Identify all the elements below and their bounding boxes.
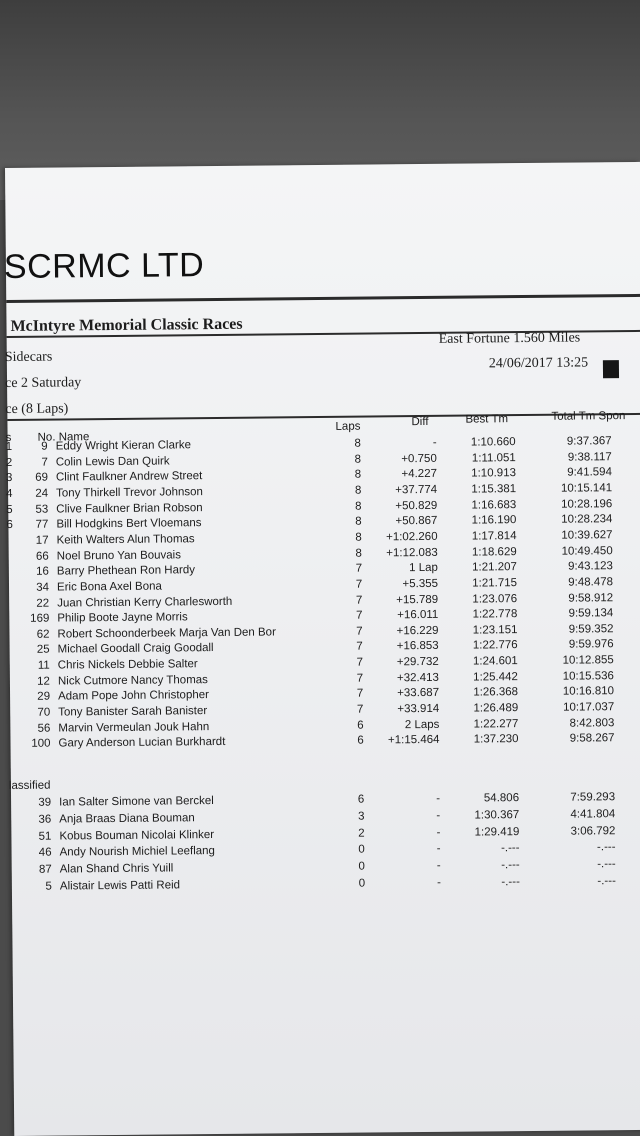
best-time-cell: 1:18.629 xyxy=(471,545,517,559)
name-cell: Eddy Wright Kieran Clarke xyxy=(55,439,192,453)
col-total: Total Tm Spon xyxy=(551,410,626,423)
laps-cell: 7 xyxy=(356,703,364,716)
diff-cell: +16.011 xyxy=(397,609,439,622)
number-cell: 5 xyxy=(45,880,52,893)
name-cell: Eric Bona Axel Bona xyxy=(56,580,162,594)
name-cell: Anja Braas Diana Bouman xyxy=(59,812,195,826)
best-time-cell: 1:23.076 xyxy=(472,592,518,606)
laps-cell: 6 xyxy=(357,734,364,747)
best-time-cell: 1:21.715 xyxy=(472,576,518,590)
diff-cell: +1:12.083 xyxy=(386,546,438,559)
total-time-cell: 10:12.855 xyxy=(562,654,614,667)
name-cell: Bill Hodgkins Bert Vloemans xyxy=(56,517,202,531)
total-time-cell: 10:16.810 xyxy=(562,685,615,699)
total-time-cell: 9:59.352 xyxy=(568,622,614,636)
laps-cell: 8 xyxy=(354,437,361,450)
number-cell: 39 xyxy=(38,796,52,809)
best-time-cell: 1:21.207 xyxy=(472,561,517,574)
total-time-cell: 9:59.976 xyxy=(568,638,614,652)
col-pos: s xyxy=(5,431,12,445)
laps-cell: 6 xyxy=(357,719,364,732)
diff-cell: +15.789 xyxy=(396,593,439,606)
diff-cell: - xyxy=(436,792,441,805)
name-cell: Michael Goodall Craig Goodall xyxy=(57,642,214,656)
name-cell: Nick Cutmore Nancy Thomas xyxy=(57,673,208,688)
corner-mark xyxy=(603,360,619,378)
name-cell: Kobus Bouman Nicolai Klinker xyxy=(59,828,215,843)
number-cell: 169 xyxy=(30,612,50,625)
name-cell: Alan Shand Chris Yuill xyxy=(59,862,174,876)
diff-cell: +37.774 xyxy=(395,483,438,497)
position-cell: 4 xyxy=(6,487,13,500)
total-time-cell: 8:42.803 xyxy=(569,716,615,730)
best-time-cell: 1:22.776 xyxy=(472,639,518,652)
header-rule-top xyxy=(6,294,640,303)
best-time-cell: 1:37.230 xyxy=(473,733,519,746)
number-cell: 17 xyxy=(35,534,49,547)
best-time-cell: 1:30.367 xyxy=(474,808,520,822)
position-cell: 6 xyxy=(6,519,13,532)
laps-cell: 8 xyxy=(354,453,362,466)
number-cell: 62 xyxy=(36,628,50,641)
laps-cell: 7 xyxy=(356,687,364,701)
number-cell: 11 xyxy=(37,659,50,672)
name-cell: Noel Bruno Yan Bouvais xyxy=(56,548,182,563)
number-cell: 51 xyxy=(38,830,52,843)
name-cell: Alistair Lewis Patti Reid xyxy=(59,879,181,893)
name-cell: Andy Nourish Michiel Leeflang xyxy=(59,845,215,859)
name-cell: Marvin Vermeulan Jouk Hahn xyxy=(58,720,210,735)
number-cell: 56 xyxy=(37,722,51,735)
diff-cell: +33.914 xyxy=(397,702,440,716)
total-time-cell: 10:39.627 xyxy=(561,529,613,542)
best-time-cell: 1:15.381 xyxy=(471,483,517,496)
best-time-cell: 1:11.051 xyxy=(471,451,516,465)
laps-cell: 8 xyxy=(354,484,362,497)
diff-cell: - xyxy=(436,826,441,839)
col-laps: Laps xyxy=(335,420,361,433)
total-time-cell: 9:48.478 xyxy=(568,576,614,589)
diff-cell: +16.229 xyxy=(396,624,439,638)
diff-cell: +0.750 xyxy=(401,452,437,465)
col-diff: Diff xyxy=(411,415,429,429)
total-time-cell: -.--- xyxy=(597,875,616,888)
laps-cell: 2 xyxy=(358,827,365,840)
name-cell: Tony Thirkell Trevor Johnson xyxy=(56,486,203,500)
results-sheet xyxy=(5,162,640,1136)
total-time-cell: -.--- xyxy=(596,841,616,854)
total-time-cell: 9:58.267 xyxy=(569,732,615,745)
laps-cell: 7 xyxy=(356,656,364,669)
diff-cell: 1 Lap xyxy=(409,562,438,575)
best-time-cell: 1:22.277 xyxy=(473,717,519,731)
name-cell: Ian Salter Simone van Berckel xyxy=(59,795,214,809)
number-cell: 77 xyxy=(35,518,49,531)
diff-cell: +29.732 xyxy=(396,655,439,669)
best-time-cell: 1:10.660 xyxy=(470,436,516,449)
diff-cell: - xyxy=(436,860,441,873)
total-time-cell: 9:43.123 xyxy=(568,560,613,573)
best-time-cell: 1:24.601 xyxy=(472,655,518,668)
total-time-cell: 10:49.450 xyxy=(561,544,613,558)
total-time-cell: -.--- xyxy=(597,858,616,871)
name-cell: Barry Phethean Ron Hardy xyxy=(56,564,196,578)
best-time-cell: 1:16.190 xyxy=(471,514,517,527)
name-cell: Robert Schoonderbeek Marja Van Den Bor xyxy=(57,626,276,641)
laps-cell: 7 xyxy=(356,609,363,622)
diff-cell: +50.867 xyxy=(395,515,438,528)
race-laps: ce (8 Laps) xyxy=(5,401,69,418)
number-cell: 9 xyxy=(41,440,48,453)
diff-cell: +1:02.260 xyxy=(386,530,438,544)
laps-cell: 6 xyxy=(357,793,365,806)
laps-cell: 7 xyxy=(356,625,363,638)
number-cell: 24 xyxy=(35,487,49,500)
name-cell: Colin Lewis Dan Quirk xyxy=(55,455,170,469)
laps-cell: 7 xyxy=(356,672,364,685)
number-cell: 53 xyxy=(35,503,49,516)
total-time-cell: 3:06.792 xyxy=(570,824,616,838)
number-cell: 7 xyxy=(41,456,48,469)
number-cell: 34 xyxy=(36,581,50,594)
best-time-cell: 1:25.442 xyxy=(473,670,518,684)
best-time-cell: 1:26.489 xyxy=(473,702,519,715)
best-time-cell: 1:26.368 xyxy=(473,686,519,699)
position-cell: 2 xyxy=(5,456,13,469)
number-cell: 69 xyxy=(35,471,49,485)
total-time-cell: 7:59.293 xyxy=(570,791,616,804)
laps-cell: 8 xyxy=(354,468,362,481)
name-cell: Gary Anderson Lucian Burkhardt xyxy=(58,736,226,750)
name-cell: Keith Walters Alun Thomas xyxy=(56,533,195,547)
name-cell: Juan Christian Kerry Charlesworth xyxy=(57,595,233,610)
laps-cell: 3 xyxy=(357,810,365,823)
laps-cell: 0 xyxy=(358,843,365,857)
laps-cell: 8 xyxy=(355,531,362,544)
laps-cell: 7 xyxy=(355,594,363,607)
best-time-cell: -.--- xyxy=(500,842,520,855)
diff-cell: 2 Laps xyxy=(404,718,440,731)
number-cell: 70 xyxy=(37,706,51,719)
best-time-cell: 1:22.778 xyxy=(472,608,518,621)
name-cell: Adam Pope John Christopher xyxy=(58,689,210,703)
best-time-cell: 1:16.683 xyxy=(471,498,517,512)
diff-cell: +50.829 xyxy=(395,499,438,512)
diff-cell: +16.853 xyxy=(396,640,439,653)
diff-cell: +5.355 xyxy=(402,577,439,591)
diff-cell: +1:15.464 xyxy=(387,734,440,747)
best-time-cell: -.--- xyxy=(501,859,520,872)
number-cell: 100 xyxy=(31,737,51,751)
total-time-cell: 9:59.134 xyxy=(568,607,614,620)
total-time-cell: 9:37.367 xyxy=(566,435,612,448)
diff-cell: - xyxy=(436,843,441,856)
table-rule xyxy=(7,413,640,421)
laps-cell: 0 xyxy=(358,877,366,890)
unclassified-label: lassified xyxy=(8,779,51,792)
diff-cell: - xyxy=(432,436,437,449)
diff-cell: +33.687 xyxy=(397,687,440,700)
best-time-cell: 54.806 xyxy=(483,792,520,805)
number-cell: 66 xyxy=(35,550,49,563)
total-time-cell: 10:17.037 xyxy=(562,701,615,714)
position-cell: 5 xyxy=(6,503,13,516)
diff-cell: +4.227 xyxy=(401,468,438,481)
total-time-cell: 10:15.141 xyxy=(560,482,613,495)
number-cell: 12 xyxy=(37,675,50,688)
race-name: ce 2 Saturday xyxy=(4,375,82,392)
name-cell: Philip Boote Jayne Morris xyxy=(57,611,188,625)
diff-cell: - xyxy=(436,876,441,889)
number-cell: 36 xyxy=(38,813,52,826)
col-best: Best Tm xyxy=(465,413,509,426)
class-name: Sidecars xyxy=(4,349,53,366)
laps-cell: 7 xyxy=(356,641,363,654)
total-time-cell: 9:41.594 xyxy=(567,466,613,479)
laps-cell: 7 xyxy=(355,562,363,575)
total-time-cell: 4:41.804 xyxy=(570,807,616,821)
number-cell: 16 xyxy=(36,565,49,578)
laps-cell: 8 xyxy=(355,547,362,560)
race-datetime: 24/06/2017 13:25 xyxy=(488,355,589,372)
event-title: McIntyre Memorial Classic Races xyxy=(10,315,243,335)
diff-cell: - xyxy=(436,809,441,822)
number-cell: 25 xyxy=(36,644,50,657)
total-time-cell: 10:28.234 xyxy=(561,513,613,526)
laps-cell: 8 xyxy=(355,515,362,528)
laps-cell: 7 xyxy=(355,578,363,591)
laps-cell: 0 xyxy=(358,860,365,873)
position-cell: 1 xyxy=(5,440,13,454)
number-cell: 46 xyxy=(38,846,52,860)
best-time-cell: -.--- xyxy=(501,876,520,889)
position-cell: 3 xyxy=(5,472,13,485)
total-time-cell: 10:15.536 xyxy=(562,669,614,683)
total-time-cell: 10:28.196 xyxy=(561,497,613,511)
diff-cell: +32.413 xyxy=(396,671,439,685)
number-cell: 22 xyxy=(36,597,50,610)
number-cell: 29 xyxy=(37,690,51,704)
name-cell: Tony Banister Sarah Banister xyxy=(58,705,208,719)
company-name: SCRMC LTD xyxy=(3,246,205,287)
best-time-cell: 1:10.913 xyxy=(471,467,517,480)
name-cell: Clive Faulkner Brian Robson xyxy=(56,501,203,516)
total-time-cell: 9:58.912 xyxy=(568,591,614,605)
best-time-cell: 1:17.814 xyxy=(471,529,517,543)
venue: East Fortune 1.560 Miles xyxy=(438,330,581,347)
name-cell: Chris Nickels Debbie Salter xyxy=(57,658,198,672)
total-time-cell: 9:38.117 xyxy=(567,450,612,464)
name-cell: Clint Faulkner Andrew Street xyxy=(55,470,203,484)
laps-cell: 8 xyxy=(355,500,362,513)
best-time-cell: 1:23.151 xyxy=(472,623,518,637)
best-time-cell: 1:29.419 xyxy=(474,825,520,839)
number-cell: 87 xyxy=(38,863,52,876)
col-no-name: No. Name xyxy=(37,431,90,444)
